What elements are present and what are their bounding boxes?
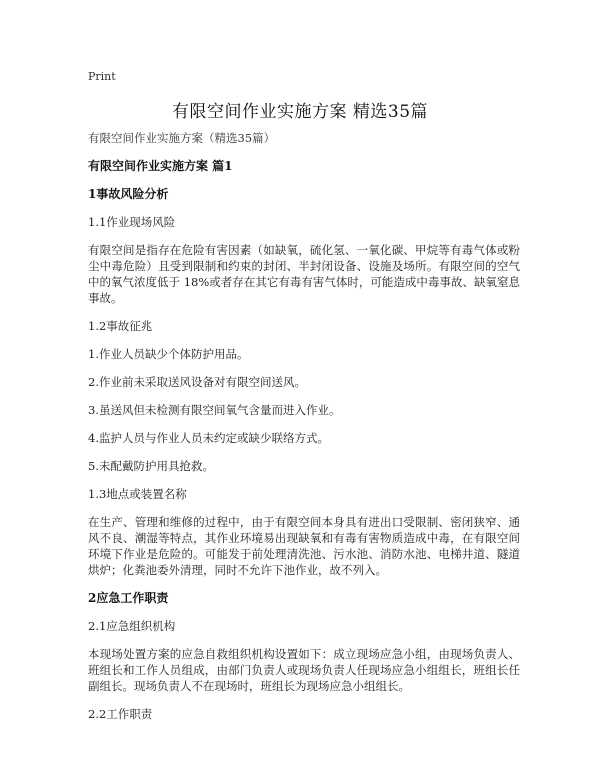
paragraph-emergency-org: 本现场处置方案的应急自救组织机构设置如下：成立现场应急小组，由现场负责人、班组长和工作人员组成，由部门负责人或现场负责人任现场应急小组组长，班组长任副组长。现场负责人不在现场时，班组长为现场应急小组组长。: [88, 647, 520, 693]
section-heading: 有限空间作业实施方案 篇1: [88, 159, 233, 173]
list-item: 5.未配戴防护用具抢救。: [88, 459, 214, 473]
heading-site-risk: 1.1作业现场风险: [88, 215, 176, 229]
heading-location: 1.3地点或装置名称: [88, 487, 187, 501]
heading-emergency-duties: 2应急工作职责: [88, 591, 169, 605]
heading-accident-signs: 1.2事故征兆: [88, 319, 153, 333]
document-subtitle: 有限空间作业实施方案（精选35篇）: [88, 131, 276, 145]
heading-emergency-org: 2.1应急组织机构: [88, 619, 176, 633]
list-item: 3.虽送风但未检测有限空间氧气含量而进入作业。: [88, 403, 341, 417]
list-item: 1.作业人员缺少个体防护用品。: [88, 347, 249, 361]
list-item: 2.作业前未采取送风设备对有限空间送风。: [88, 375, 306, 389]
print-link[interactable]: Print: [88, 70, 116, 83]
heading-risk-analysis: 1事故风险分析: [88, 187, 169, 201]
heading-work-duties: 2.2工作职责: [88, 707, 153, 721]
paragraph-location: 在生产、管理和维修的过程中，由于有限空间本身具有进出口受限制、密闭狭窄、通风不良、潮湿等特点，其作业环境易出现缺氧和有毒有害物质造成中毒，在有限空间环境下作业是危险的。可能发于前处理清洗池、污水池、消防水池、电梯井道、隧道烘炉；化粪池委外清理，同时不允许下池作业，故不列入。: [88, 515, 520, 577]
list-item: 4.监护人员与作业人员未约定或缺少联络方式。: [88, 431, 329, 445]
page-title: 有限空间作业实施方案 精选35篇: [171, 102, 429, 122]
document-body: [88, 130, 520, 734]
paragraph-site-risk: 有限空间是指存在危险有害因素（如缺氧，硫化氢、一氧化碳、甲烷等有毒气体或粉尘中毒危险）且受到限制和约束的封闭、半封闭设备、设施及场所。有限空间的空气中的氧气浓度低于 18%或者存在其它有毒有害气体时，可能造成中毒事故、缺氧窒息事故。: [88, 243, 520, 305]
